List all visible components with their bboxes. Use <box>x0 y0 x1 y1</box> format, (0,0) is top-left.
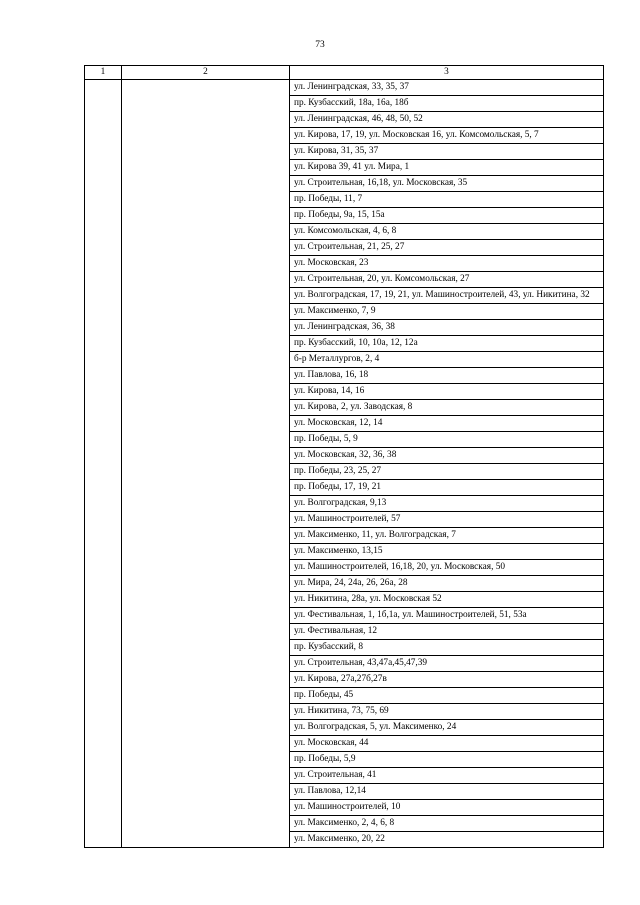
address-cell: пр. Кузбасский, 8 <box>290 640 604 656</box>
address-cell: ул. Кирова, 27а,27б,27в <box>290 672 604 688</box>
address-cell: ул. Московская, 12, 14 <box>290 416 604 432</box>
address-cell: ул. Волгоградская, 17, 19, 21, ул. Машиностроителей, 43, ул. Никитина, 32 <box>290 288 604 304</box>
address-cell: ул. Кирова 39, 41 ул. Мира, 1 <box>290 160 604 176</box>
address-cell: ул. Никитина, 28а, ул. Московская 52 <box>290 592 604 608</box>
address-cell: ул. Максименко, 7, 9 <box>290 304 604 320</box>
address-table <box>84 65 604 848</box>
column-header-1: 1 <box>85 66 122 80</box>
address-cell: ул. Строительная, 41 <box>290 768 604 784</box>
column-2-cell <box>122 80 290 848</box>
address-cell: ул. Строительная, 20, ул. Комсомольская, 27 <box>290 272 604 288</box>
address-cell: ул. Кирова, 17, 19, ул. Московская 16, ул. Комсомольская, 5, 7 <box>290 128 604 144</box>
address-cell: ул. Максименко, 13,15 <box>290 544 604 560</box>
address-cell: ул. Московская, 23 <box>290 256 604 272</box>
address-cell: пр. Победы, 5, 9 <box>290 432 604 448</box>
address-cell: ул. Мира, 24, 24а, 26, 26а, 28 <box>290 576 604 592</box>
address-cell: ул. Фестивальная, 12 <box>290 624 604 640</box>
address-cell: ул. Максименко, 2, 4, 6, 8 <box>290 816 604 832</box>
address-cell: ул. Ленинградская, 46, 48, 50, 52 <box>290 112 604 128</box>
address-cell: ул. Машиностроителей, 16,18, 20, ул. Московская, 50 <box>290 560 604 576</box>
address-cell: ул. Волгоградская, 9,13 <box>290 496 604 512</box>
address-cell: ул. Кирова, 31, 35, 37 <box>290 144 604 160</box>
address-cell: ул. Кирова, 14, 16 <box>290 384 604 400</box>
address-cell: пр. Победы, 9а, 15, 15а <box>290 208 604 224</box>
address-cell: пр. Кузбасский, 18а, 16а, 18б <box>290 96 604 112</box>
column-header-2: 2 <box>122 66 290 80</box>
address-cell: ул. Ленинградская, 36, 38 <box>290 320 604 336</box>
address-cell: ул. Комсомольская, 4, 6, 8 <box>290 224 604 240</box>
address-cell: ул. Машиностроителей, 10 <box>290 800 604 816</box>
address-cell: пр. Победы, 11, 7 <box>290 192 604 208</box>
address-cell: б-р Металлургов, 2, 4 <box>290 352 604 368</box>
table-row <box>85 80 604 96</box>
address-cell: ул. Волгоградская, 5, ул. Максименко, 24 <box>290 720 604 736</box>
address-cell: ул. Московская, 32, 36, 38 <box>290 448 604 464</box>
address-cell: пр. Победы, 5,9 <box>290 752 604 768</box>
address-cell: пр. Кузбасский, 10, 10а, 12, 12а <box>290 336 604 352</box>
address-cell: ул. Строительная, 43,47а,45,47,39 <box>290 656 604 672</box>
address-cell: ул. Максименко, 11, ул. Волгоградская, 7 <box>290 528 604 544</box>
column-1-cell <box>85 80 122 848</box>
table-body <box>85 80 604 848</box>
address-cell: ул. Кирова, 2, ул. Заводская, 8 <box>290 400 604 416</box>
address-cell: ул. Строительная, 16,18, ул. Московская, 35 <box>290 176 604 192</box>
address-cell: ул. Павлова, 12,14 <box>290 784 604 800</box>
address-cell: ул. Фестивальная, 1, 1б,1а, ул. Машиностроителей, 51, 53а <box>290 608 604 624</box>
address-cell: ул. Московская, 44 <box>290 736 604 752</box>
address-cell: ул. Машиностроителей, 57 <box>290 512 604 528</box>
table-header-row <box>85 66 604 80</box>
address-cell: ул. Никитина, 73, 75, 69 <box>290 704 604 720</box>
column-header-3: 3 <box>290 66 604 80</box>
page-number: 73 <box>315 40 325 50</box>
address-cell: пр. Победы, 45 <box>290 688 604 704</box>
address-cell: ул. Павлова, 16, 18 <box>290 368 604 384</box>
address-cell: пр. Победы, 23, 25, 27 <box>290 464 604 480</box>
address-cell: ул. Ленинградская, 33, 35, 37 <box>290 80 604 96</box>
address-cell: ул. Строительная, 21, 25, 27 <box>290 240 604 256</box>
address-cell: ул. Максименко, 20, 22 <box>290 832 604 848</box>
address-cell: пр. Победы, 17, 19, 21 <box>290 480 604 496</box>
